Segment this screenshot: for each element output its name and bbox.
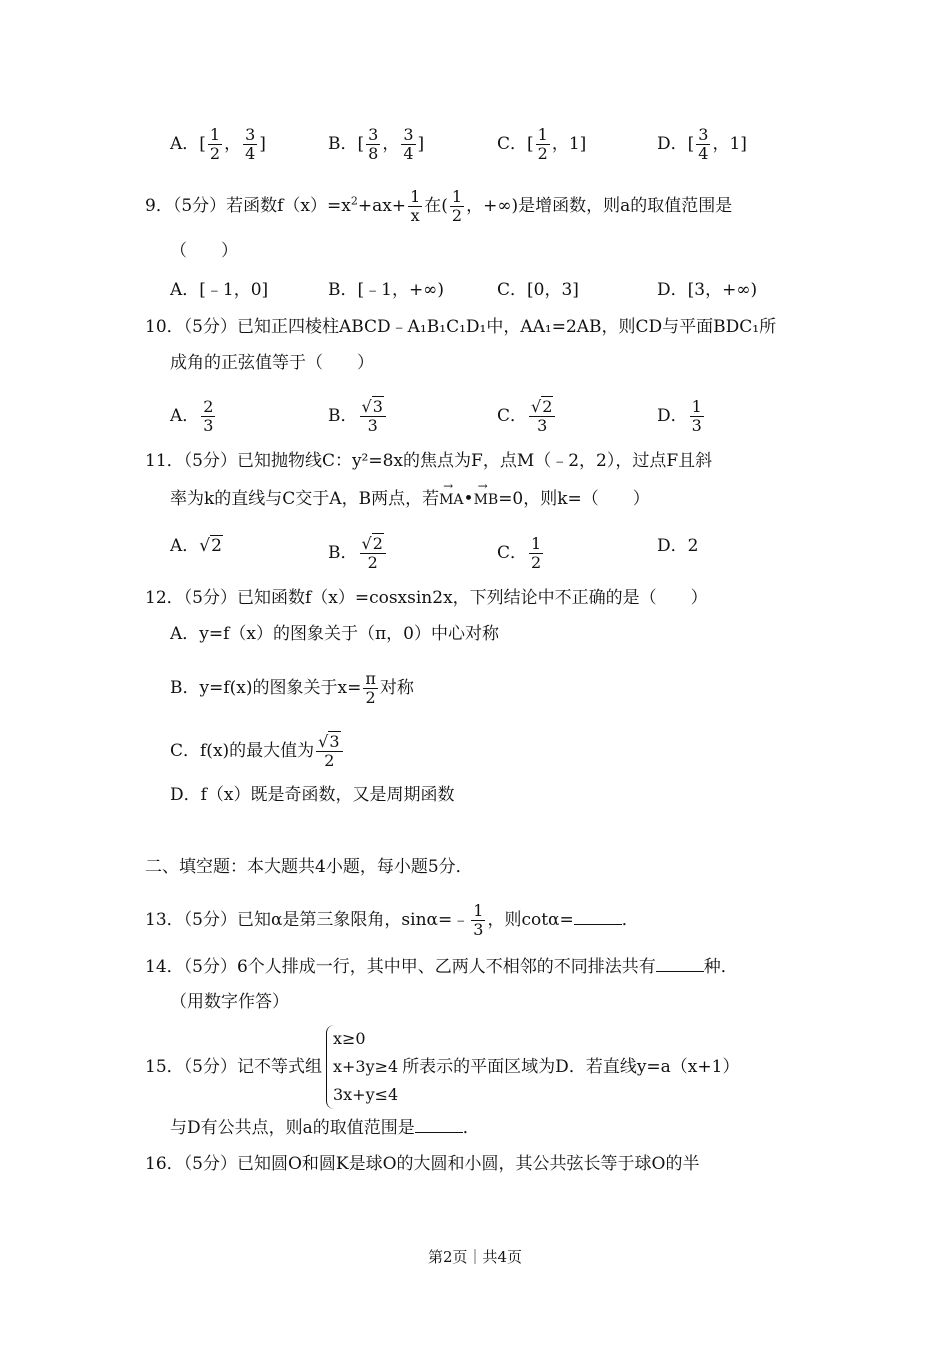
fraction: $\frac{1}{2}$ <box>537 125 548 163</box>
q12-option-d: D．f（x）既是奇函数，又是周期函数 <box>170 785 455 805</box>
q9-option-d: D．[3，+∞) <box>657 280 758 300</box>
fraction: $\frac{3}{4}$ <box>403 125 414 163</box>
inequality-system: x≥0 x+3y≥4 3x+y≤4 <box>326 1025 398 1109</box>
q11-option-a: A．√2 <box>170 536 222 556</box>
fraction: $\frac{√3}{2}$ <box>316 733 342 770</box>
q8-option-a: A．[ $\frac{1}{2}$ ， $\frac{3}{4}$ ] <box>170 125 266 163</box>
q11-option-b: B． $\frac{√2}{2}$ <box>328 535 388 572</box>
q10-option-a: A． $\frac{2}{3}$ <box>170 397 214 435</box>
fraction: $\frac{1}{2}$ <box>209 125 221 163</box>
q10-stem-line1: 10．（5分）已知正四棱柱ABCD﹣A₁B₁C₁D₁中，AA₁=2AB，则CD与平面BDC₁所 <box>145 317 777 337</box>
q12-option-c: C．f(x)的最大值为 $\frac{√3}{2}$ <box>170 733 345 770</box>
q10-option-d: D． $\frac{1}{3}$ <box>657 397 702 435</box>
fraction: $\frac{3}{4}$ <box>698 125 709 163</box>
q8-option-d: D．[ $\frac{3}{4}$ ，1] <box>657 125 747 163</box>
q11-option-d: D．2 <box>657 536 699 556</box>
q10-option-b: B． $\frac{√3}{3}$ <box>328 398 388 435</box>
section-heading: 二、填空题：本大题共4小题，每小题5分． <box>145 857 473 877</box>
vector-mb: → MB <box>474 489 499 511</box>
fraction: $\frac{1}{2}$ <box>531 534 542 572</box>
q9-option-a: A．[﹣1，0] <box>170 280 269 300</box>
q9-answer-paren: （ ） <box>170 241 238 261</box>
vector-ma: → MA <box>439 489 463 511</box>
fraction: $\frac{1}{3}$ <box>473 901 484 939</box>
q12-stem: 12．（5分）已知函数f（x）=cosxsin2x，下列结论中不正确的是（ ） <box>145 588 708 608</box>
fraction: $\frac{√2}{2}$ <box>360 535 386 572</box>
answer-blank[interactable] <box>656 955 704 972</box>
fraction: $\frac{√2}{3}$ <box>529 398 555 435</box>
q9-stem: 9．（5分）若函数$f(x)=x^2+ax+$ $\frac{1}{x}$ 在( $\frac{1}{2}$ ，+∞)是增函数，则a的取值范围是 <box>145 187 733 225</box>
q11-stem-line2: 率为k的直线与C交于A，B两点，若→ MA•→ MB=0，则k=（ ） <box>170 488 650 511</box>
q12-option-b: B．y=f(x)的图象关于x= $\frac{\pi}{2}$ 对称 <box>170 669 414 707</box>
q9-option-c: C．[0，3] <box>497 280 579 300</box>
fraction: $\frac{\pi}{2}$ <box>365 669 376 707</box>
q15-stem: 15．（5分）记不等式组 x≥0 x+3y≥4 3x+y≤4 所表示的平面区域为D．若直线y=a（x+1） <box>145 1025 739 1109</box>
fraction: $\frac{1}{3}$ <box>691 397 702 435</box>
q16-stem-line1: 16．（5分）已知圆O和圆K是球O的大圆和小圆，其公共弦长等于球O的半 <box>145 1154 700 1174</box>
fraction: $\frac{3}{8}$ <box>368 125 379 163</box>
fraction: $\frac{√3}{3}$ <box>360 398 386 435</box>
q8-option-b: B．[ $\frac{3}{8}$ ， $\frac{3}{4}$ ] <box>328 125 425 163</box>
fraction: $\frac{2}{3}$ <box>203 397 214 435</box>
q11-stem-line1: 11．（5分）已知抛物线C：y²=8x的焦点为F，点M（﹣2，2），过点F且斜 <box>145 451 713 471</box>
q10-option-c: C． $\frac{√2}{3}$ <box>497 398 557 435</box>
fraction: $\frac{1}{x}$ <box>410 187 421 225</box>
q14-stem-line2: （用数字作答） <box>170 992 289 1012</box>
q12-option-a: A．y=f（x）的图象关于（π，0）中心对称 <box>170 624 499 644</box>
q8-option-c: C．[ $\frac{1}{2}$ ，1] <box>497 125 587 163</box>
q13-stem: 13．（5分）已知α是第三象限角，sinα=﹣ $\frac{1}{3}$ ，则cotα= ． <box>145 901 639 939</box>
answer-blank[interactable] <box>574 908 622 925</box>
q9-option-b: B．[﹣1，+∞) <box>328 280 444 300</box>
q15-stem-line2: 与D有公共点，则a的取值范围是 ． <box>170 1118 480 1138</box>
page-footer: 第2页｜共4页 <box>427 1248 523 1266</box>
q11-option-c: C． $\frac{1}{2}$ <box>497 534 542 572</box>
fraction: $\frac{3}{4}$ <box>245 125 256 163</box>
q10-stem-line2: 成角的正弦值等于（ ） <box>170 353 374 373</box>
q14-stem-line1: 14．（5分）6个人排成一行，其中甲、乙两人不相邻的不同排法共有 种． <box>145 957 738 977</box>
fraction: $\frac{1}{2}$ <box>451 187 463 225</box>
answer-blank[interactable] <box>415 1116 463 1133</box>
